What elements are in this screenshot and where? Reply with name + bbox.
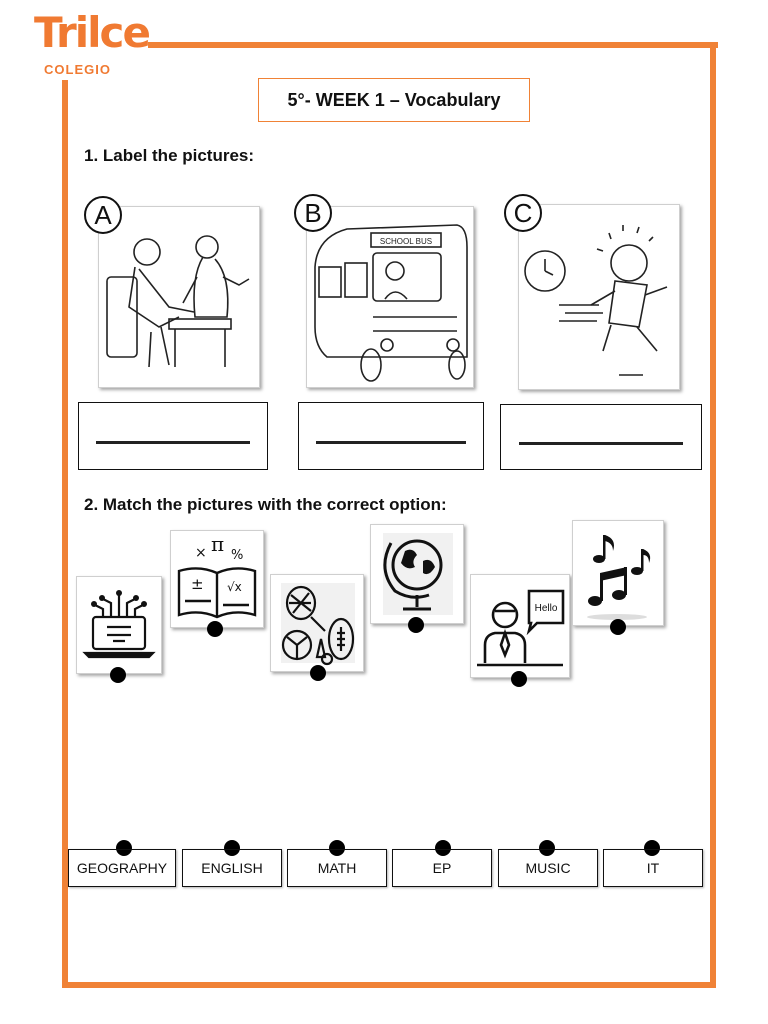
music-notes-icon xyxy=(573,521,663,625)
school-logo-subtitle: COLEGIO xyxy=(44,62,111,77)
match-dot-picture-geography[interactable] xyxy=(408,617,424,633)
label-c-badge: C xyxy=(504,194,542,232)
label-a-badge: A xyxy=(84,196,122,234)
label-b-badge: B xyxy=(294,194,332,232)
option-english[interactable]: ENGLISH xyxy=(182,849,282,887)
option-geography[interactable]: GEOGRAPHY xyxy=(68,849,176,887)
laptop-circuit-icon xyxy=(77,577,161,673)
school-bus-illustration xyxy=(307,207,473,387)
answer-box-a[interactable] xyxy=(78,402,268,470)
picture-a-card xyxy=(98,206,260,388)
math-symbol-sqrt: √x xyxy=(227,580,242,594)
answer-line-a xyxy=(96,441,250,444)
school-logo: Trilce xyxy=(34,8,149,57)
math-symbol-percent: % xyxy=(231,548,244,563)
match-dot-picture-ep[interactable] xyxy=(310,665,326,681)
section1-heading: 1. Label the pictures: xyxy=(84,146,255,165)
math-symbol-times: × xyxy=(195,545,207,561)
sports-equipment-icon xyxy=(271,575,363,671)
school-bus-sign: SCHOOL BUS xyxy=(379,237,433,246)
office-worker-illustration xyxy=(99,207,259,387)
match-dot-picture-math[interactable] xyxy=(207,621,223,637)
option-music[interactable]: MUSIC xyxy=(498,849,598,887)
match-dot-picture-english[interactable] xyxy=(511,671,527,687)
picture-c-card xyxy=(518,204,680,390)
answer-box-c[interactable] xyxy=(500,404,702,470)
option-it[interactable]: IT xyxy=(603,849,703,887)
picture-b-card xyxy=(306,206,474,388)
math-book-icon xyxy=(171,531,263,627)
globe-icon xyxy=(371,525,463,623)
match-dot-picture-it[interactable] xyxy=(110,667,126,683)
answer-line-c xyxy=(519,442,683,445)
section2-heading: 2. Match the pictures with the correct option: xyxy=(84,495,447,514)
speech-bubble-text: Hello xyxy=(534,603,558,614)
match-picture-english xyxy=(470,574,570,678)
speaking-person-icon xyxy=(471,575,569,677)
math-symbol-plus-minus: ± xyxy=(191,575,204,593)
answer-line-b xyxy=(316,441,467,444)
match-picture-geography xyxy=(370,524,464,624)
page-frame-bottom xyxy=(62,982,716,988)
page-title: 5°- WEEK 1 – Vocabulary xyxy=(258,78,530,122)
match-picture-music xyxy=(572,520,664,626)
page-frame-right xyxy=(710,42,716,988)
match-picture-ep xyxy=(270,574,364,672)
page-frame-top xyxy=(148,42,718,48)
match-picture-math xyxy=(170,530,264,628)
option-ep[interactable]: EP xyxy=(392,849,492,887)
match-dot-picture-music[interactable] xyxy=(610,619,626,635)
late-running-boy-illustration xyxy=(519,205,679,389)
option-math[interactable]: MATH xyxy=(287,849,387,887)
match-picture-it xyxy=(76,576,162,674)
math-symbol-pi: π xyxy=(211,532,225,556)
answer-box-b[interactable] xyxy=(298,402,484,470)
